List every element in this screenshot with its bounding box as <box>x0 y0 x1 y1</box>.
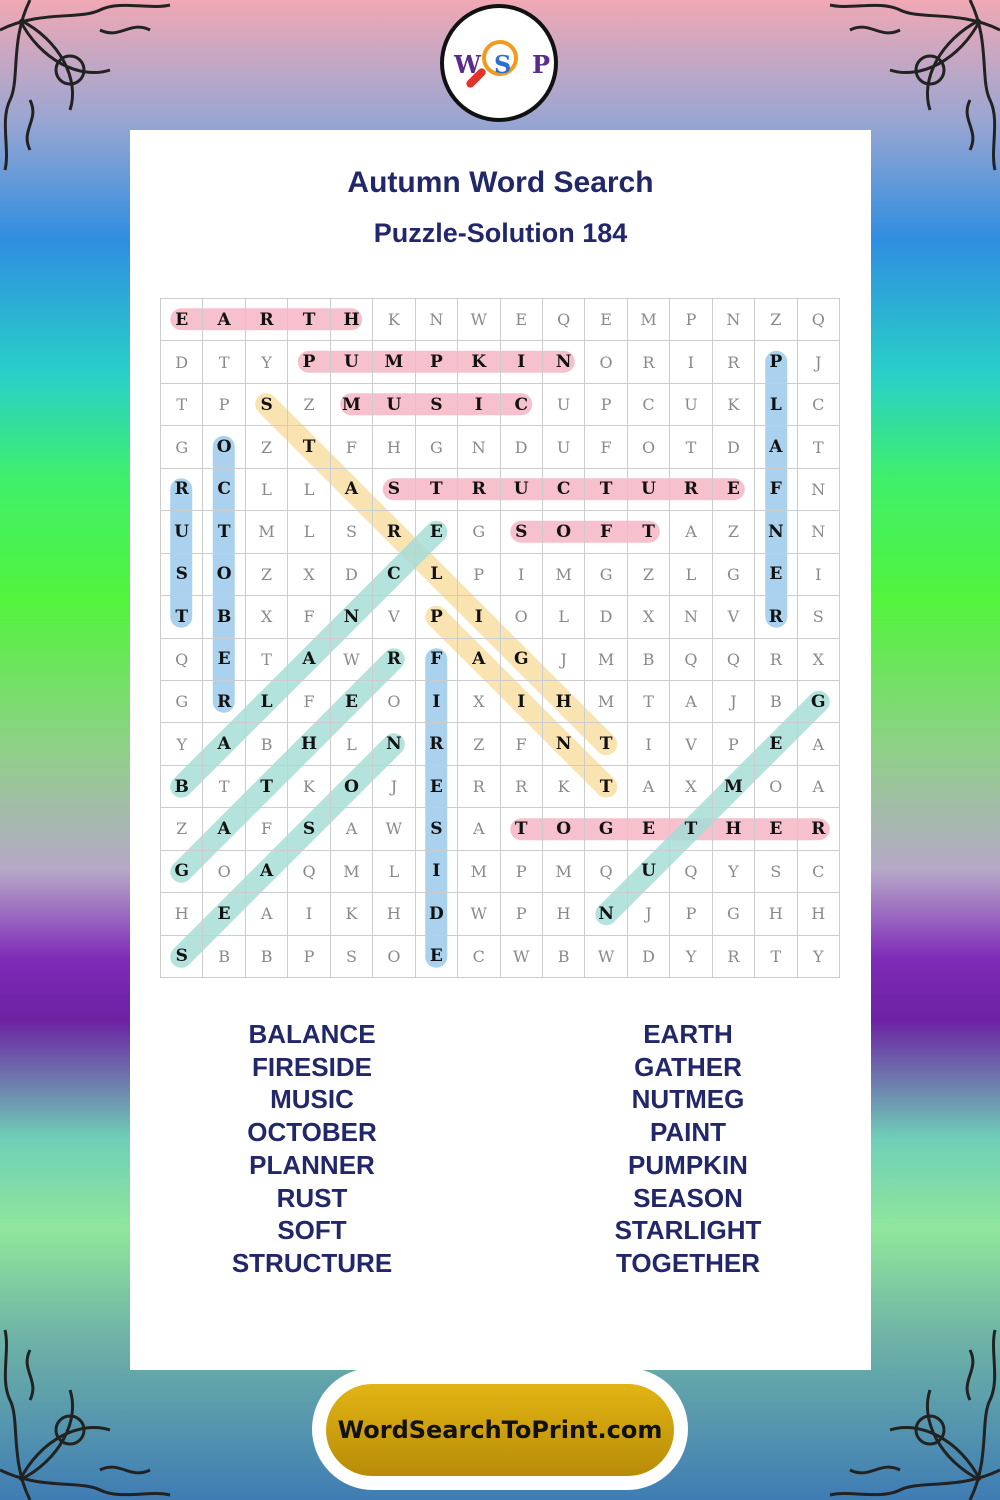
grid-cell: F <box>288 681 330 723</box>
grid-cell: T <box>161 384 203 426</box>
grid-cell: H <box>798 893 840 935</box>
grid-cell: G <box>585 554 627 596</box>
grid-cell: I <box>670 341 712 383</box>
grid-cell: I <box>458 596 500 638</box>
grid-cell: E <box>161 299 203 341</box>
grid-cell: C <box>203 469 245 511</box>
word-list-item: NUTMEG <box>631 1084 745 1115</box>
grid-cell: K <box>713 384 755 426</box>
grid-cell: W <box>585 936 627 978</box>
grid-cell: R <box>713 341 755 383</box>
grid-cell: A <box>203 723 245 765</box>
grid-cell: E <box>755 808 797 850</box>
grid-cell: X <box>670 766 712 808</box>
word-list-item: PAINT <box>649 1117 727 1148</box>
grid-cell: T <box>670 426 712 468</box>
grid-cell: E <box>628 808 670 850</box>
grid-cell: P <box>288 936 330 978</box>
grid-cell: I <box>458 384 500 426</box>
grid-cell: E <box>331 681 373 723</box>
grid-cell: D <box>416 893 458 935</box>
grid-cell: Q <box>543 299 585 341</box>
grid-cell: X <box>288 554 330 596</box>
grid-cell: A <box>203 808 245 850</box>
grid-cell: B <box>203 596 245 638</box>
grid-cell: F <box>331 426 373 468</box>
grid-cell: W <box>331 639 373 681</box>
grid-cell: U <box>373 384 415 426</box>
grid-cell: X <box>628 596 670 638</box>
grid-cell: I <box>501 681 543 723</box>
grid-cell: S <box>161 936 203 978</box>
grid-cell: C <box>458 936 500 978</box>
grid-cell: R <box>755 596 797 638</box>
grid-cell: T <box>501 808 543 850</box>
word-list-item: STARLIGHT <box>614 1215 762 1246</box>
grid-cell: T <box>288 426 330 468</box>
grid-cell: K <box>288 766 330 808</box>
grid-cell: D <box>585 596 627 638</box>
word-search-grid <box>160 298 840 978</box>
grid-cell: R <box>203 681 245 723</box>
grid-cell: A <box>628 766 670 808</box>
grid-cell: S <box>373 469 415 511</box>
grid-cell: J <box>628 893 670 935</box>
word-list-right <box>538 1018 838 1280</box>
logo-letter-w: W <box>454 50 481 79</box>
word-list-item: PUMPKIN <box>628 1149 748 1180</box>
grid-cell: O <box>628 426 670 468</box>
grid-cell: A <box>670 511 712 553</box>
grid-cell: P <box>203 384 245 426</box>
grid-cell: S <box>331 936 373 978</box>
grid-cell: I <box>416 681 458 723</box>
grid-cell: A <box>798 723 840 765</box>
grid-cell: W <box>458 299 500 341</box>
grid-cell: A <box>331 808 373 850</box>
grid-cell: O <box>373 936 415 978</box>
grid-cell: P <box>416 341 458 383</box>
grid-cell: L <box>373 851 415 893</box>
grid-cell: M <box>543 554 585 596</box>
grid-cell: B <box>246 723 288 765</box>
grid-cell: D <box>713 426 755 468</box>
grid-cell: X <box>246 596 288 638</box>
grid-cell: G <box>501 639 543 681</box>
grid-cell: N <box>798 469 840 511</box>
grid-cell: L <box>288 469 330 511</box>
grid-cell: R <box>373 639 415 681</box>
grid-cell: M <box>331 851 373 893</box>
grid-cell: Q <box>670 639 712 681</box>
grid-cell: R <box>628 341 670 383</box>
letter-grid <box>160 298 840 978</box>
grid-cell: P <box>416 596 458 638</box>
grid-cell: S <box>331 511 373 553</box>
grid-cell: G <box>713 554 755 596</box>
grid-cell: P <box>755 341 797 383</box>
grid-cell: K <box>331 893 373 935</box>
word-list-item: BALANCE <box>248 1019 376 1049</box>
grid-cell: C <box>798 384 840 426</box>
grid-cell: H <box>373 893 415 935</box>
grid-cell: O <box>331 766 373 808</box>
grid-cell: T <box>628 681 670 723</box>
word-list-item: FIRESIDE <box>252 1051 372 1082</box>
grid-cell: F <box>585 426 627 468</box>
grid-cell: N <box>670 596 712 638</box>
grid-cell: U <box>628 851 670 893</box>
grid-cell: B <box>203 936 245 978</box>
grid-cell: F <box>288 596 330 638</box>
grid-cell: M <box>246 511 288 553</box>
grid-cell: E <box>755 554 797 596</box>
grid-cell: T <box>585 723 627 765</box>
grid-cell: P <box>670 299 712 341</box>
grid-cell: S <box>501 511 543 553</box>
grid-cell: M <box>373 341 415 383</box>
grid-cell: T <box>585 766 627 808</box>
grid-cell: M <box>585 639 627 681</box>
grid-cell: N <box>755 511 797 553</box>
grid-cell: S <box>416 384 458 426</box>
grid-cell: H <box>755 893 797 935</box>
grid-cell: L <box>670 554 712 596</box>
grid-cell: E <box>501 299 543 341</box>
grid-cell: E <box>416 936 458 978</box>
grid-cell: Y <box>798 936 840 978</box>
grid-cell: P <box>501 893 543 935</box>
grid-cell: W <box>373 808 415 850</box>
grid-cell: U <box>161 511 203 553</box>
grid-cell: G <box>798 681 840 723</box>
grid-cell: N <box>331 596 373 638</box>
word-list-item: STRUCTURE <box>231 1247 393 1278</box>
word-list-item: SEASON <box>633 1182 743 1213</box>
grid-cell: H <box>161 893 203 935</box>
grid-cell: N <box>585 893 627 935</box>
grid-cell: A <box>203 299 245 341</box>
grid-cell: B <box>246 936 288 978</box>
grid-cell: T <box>161 596 203 638</box>
grid-cell: O <box>203 851 245 893</box>
grid-cell: A <box>331 469 373 511</box>
grid-cell: M <box>458 851 500 893</box>
grid-cell: M <box>713 766 755 808</box>
grid-cell: C <box>543 469 585 511</box>
grid-cell: R <box>798 808 840 850</box>
grid-cell: H <box>543 893 585 935</box>
word-list-left <box>162 1018 462 1280</box>
grid-cell: S <box>161 554 203 596</box>
grid-cell: S <box>755 851 797 893</box>
grid-cell: B <box>628 639 670 681</box>
grid-cell: G <box>416 426 458 468</box>
grid-cell: T <box>670 808 712 850</box>
grid-cell: F <box>755 469 797 511</box>
grid-cell: T <box>203 766 245 808</box>
page-title: Autumn Word Search <box>347 166 654 199</box>
grid-cell: R <box>161 469 203 511</box>
grid-cell: C <box>501 384 543 426</box>
grid-cell: F <box>585 511 627 553</box>
grid-cell: E <box>713 469 755 511</box>
grid-cell: O <box>501 596 543 638</box>
grid-cell: A <box>246 893 288 935</box>
grid-cell: U <box>331 341 373 383</box>
grid-cell: A <box>798 766 840 808</box>
grid-cell: I <box>501 554 543 596</box>
grid-cell: L <box>288 511 330 553</box>
grid-cell: K <box>543 766 585 808</box>
grid-cell: Z <box>288 384 330 426</box>
grid-cell: E <box>203 639 245 681</box>
grid-cell: V <box>713 596 755 638</box>
grid-cell: Y <box>246 341 288 383</box>
grid-cell: S <box>246 384 288 426</box>
grid-cell: N <box>543 341 585 383</box>
grid-cell: H <box>331 299 373 341</box>
grid-cell: N <box>458 426 500 468</box>
grid-cell: R <box>713 936 755 978</box>
grid-cell: R <box>670 469 712 511</box>
grid-cell: Z <box>755 299 797 341</box>
grid-cell: C <box>373 554 415 596</box>
word-list-item: TOGETHER <box>616 1247 760 1278</box>
grid-cell: B <box>161 766 203 808</box>
grid-cell: H <box>373 426 415 468</box>
grid-cell: A <box>458 639 500 681</box>
word-list-item: GATHER <box>634 1051 742 1082</box>
grid-cell: T <box>203 341 245 383</box>
grid-cell: E <box>416 511 458 553</box>
logo-letter-s: S <box>494 50 512 79</box>
word-list-item: RUST <box>276 1182 348 1213</box>
grid-cell: Y <box>713 851 755 893</box>
grid-cell: G <box>161 851 203 893</box>
grid-cell: N <box>373 723 415 765</box>
grid-cell: O <box>373 681 415 723</box>
grid-cell: Y <box>670 936 712 978</box>
grid-cell: N <box>713 299 755 341</box>
grid-cell: I <box>288 893 330 935</box>
grid-cell: I <box>798 554 840 596</box>
grid-cell: T <box>416 469 458 511</box>
grid-cell: R <box>458 469 500 511</box>
grid-cell: Q <box>585 851 627 893</box>
grid-cell: T <box>798 426 840 468</box>
word-list-item: OCTOBER <box>247 1117 377 1148</box>
grid-cell: N <box>543 723 585 765</box>
grid-cell: O <box>203 554 245 596</box>
grid-cell: L <box>543 596 585 638</box>
grid-cell: I <box>416 851 458 893</box>
grid-cell: J <box>543 639 585 681</box>
grid-cell: U <box>543 384 585 426</box>
grid-cell: D <box>501 426 543 468</box>
grid-cell: E <box>755 723 797 765</box>
grid-cell: N <box>416 299 458 341</box>
grid-cell: X <box>458 681 500 723</box>
grid-cell: U <box>501 469 543 511</box>
grid-cell: V <box>670 723 712 765</box>
logo-letter-p: P <box>532 50 551 79</box>
wsp-logo <box>440 4 558 122</box>
grid-cell: P <box>501 851 543 893</box>
grid-cell: W <box>501 936 543 978</box>
grid-cell: T <box>246 766 288 808</box>
grid-cell: D <box>161 341 203 383</box>
grid-cell: N <box>798 511 840 553</box>
grid-cell: R <box>501 766 543 808</box>
grid-cell: R <box>755 639 797 681</box>
grid-cell: T <box>288 299 330 341</box>
grid-cell: E <box>203 893 245 935</box>
grid-cell: U <box>670 384 712 426</box>
grid-cell: C <box>798 851 840 893</box>
grid-cell: X <box>798 639 840 681</box>
grid-cell: M <box>543 851 585 893</box>
grid-cell: R <box>246 299 288 341</box>
grid-cell: G <box>161 681 203 723</box>
grid-cell: V <box>373 596 415 638</box>
grid-cell: J <box>713 681 755 723</box>
grid-cell: P <box>670 893 712 935</box>
grid-cell: B <box>755 681 797 723</box>
grid-cell: M <box>331 384 373 426</box>
grid-cell: T <box>585 469 627 511</box>
grid-cell: D <box>331 554 373 596</box>
grid-cell: L <box>416 554 458 596</box>
grid-cell: A <box>288 639 330 681</box>
grid-cell: A <box>755 426 797 468</box>
word-list-item: EARTH <box>643 1019 733 1049</box>
grid-cell: Z <box>713 511 755 553</box>
grid-cell: U <box>543 426 585 468</box>
grid-cell: D <box>628 936 670 978</box>
page-subtitle: Puzzle-Solution 184 <box>373 218 628 248</box>
grid-cell: H <box>288 723 330 765</box>
grid-cell: F <box>416 639 458 681</box>
grid-cell: C <box>628 384 670 426</box>
grid-cell: O <box>585 341 627 383</box>
grid-cell: O <box>203 426 245 468</box>
grid-cell: L <box>755 384 797 426</box>
grid-cell: Z <box>458 723 500 765</box>
grid-cell: U <box>628 469 670 511</box>
grid-cell: G <box>161 426 203 468</box>
grid-cell: A <box>458 808 500 850</box>
grid-cell: F <box>246 808 288 850</box>
grid-cell: I <box>628 723 670 765</box>
grid-cell: Y <box>161 723 203 765</box>
grid-cell: P <box>458 554 500 596</box>
word-list-item: SOFT <box>277 1215 347 1246</box>
grid-cell: Q <box>713 639 755 681</box>
grid-cell: F <box>501 723 543 765</box>
grid-cell: L <box>246 469 288 511</box>
website-link-button[interactable]: WordSearchToPrint.com <box>326 1384 674 1476</box>
grid-cell: K <box>373 299 415 341</box>
grid-cell: M <box>585 681 627 723</box>
grid-cell: P <box>585 384 627 426</box>
grid-cell: L <box>246 681 288 723</box>
grid-cell: Z <box>246 554 288 596</box>
grid-cell: K <box>458 341 500 383</box>
grid-cell: T <box>628 511 670 553</box>
grid-cell: Q <box>288 851 330 893</box>
grid-cell: O <box>755 766 797 808</box>
grid-cell: Q <box>670 851 712 893</box>
grid-cell: T <box>246 639 288 681</box>
grid-cell: B <box>543 936 585 978</box>
grid-cell: G <box>713 893 755 935</box>
grid-cell: R <box>416 723 458 765</box>
grid-cell: I <box>501 341 543 383</box>
grid-cell: R <box>373 511 415 553</box>
grid-cell: H <box>543 681 585 723</box>
grid-cell: R <box>458 766 500 808</box>
grid-cell: S <box>416 808 458 850</box>
grid-cell: W <box>458 893 500 935</box>
grid-cell: J <box>798 341 840 383</box>
grid-cell: E <box>585 299 627 341</box>
grid-cell: Q <box>161 639 203 681</box>
grid-cell: M <box>628 299 670 341</box>
grid-cell: Q <box>798 299 840 341</box>
grid-cell: A <box>670 681 712 723</box>
grid-cell: A <box>246 851 288 893</box>
grid-cell: G <box>458 511 500 553</box>
grid-cell: Z <box>246 426 288 468</box>
grid-cell: E <box>416 766 458 808</box>
grid-cell: O <box>543 808 585 850</box>
grid-cell: Z <box>161 808 203 850</box>
grid-cell: H <box>713 808 755 850</box>
grid-cell: O <box>543 511 585 553</box>
grid-cell: J <box>373 766 415 808</box>
word-list-item: MUSIC <box>270 1084 354 1115</box>
grid-cell: L <box>331 723 373 765</box>
grid-cell: Z <box>628 554 670 596</box>
grid-cell: P <box>713 723 755 765</box>
grid-cell: G <box>585 808 627 850</box>
grid-cell: P <box>288 341 330 383</box>
grid-cell: T <box>203 511 245 553</box>
grid-cell: S <box>798 596 840 638</box>
grid-cell: S <box>288 808 330 850</box>
word-list-item: PLANNER <box>249 1149 375 1180</box>
grid-cell: T <box>755 936 797 978</box>
